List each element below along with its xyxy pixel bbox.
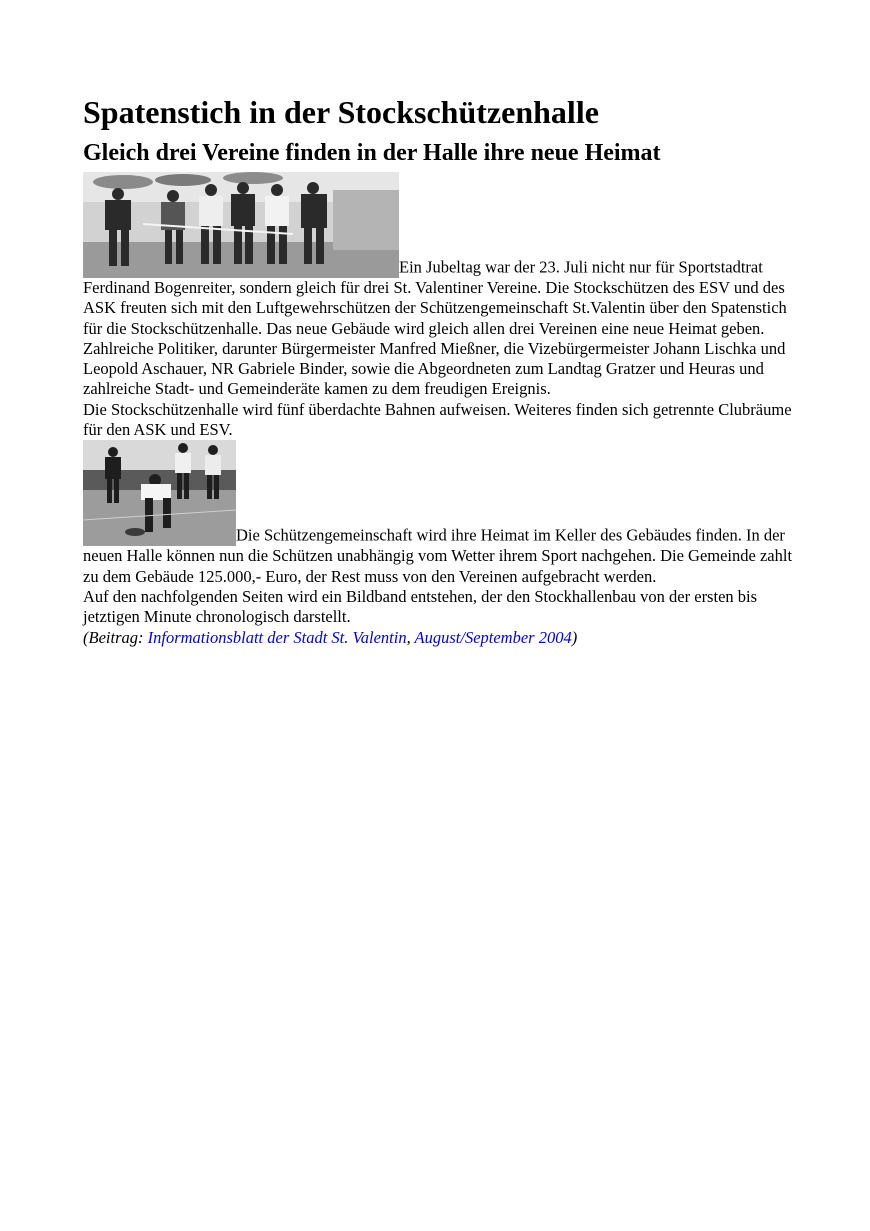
paragraph-3: Die Stockschützenhalle wird fünf überdachte Bahnen aufweisen. Weiteres finden sich getrennte Clubräume für den ASK und ESV.: [83, 399, 792, 440]
citation-source-link[interactable]: Informationsblatt der Stadt St. Valentin: [147, 627, 407, 647]
citation-date-link[interactable]: August/September 2004: [414, 627, 572, 647]
citation-open: (Beitrag:: [83, 627, 148, 647]
stock-sport-photo: [83, 440, 236, 546]
article-subtitle: Gleich drei Vereine finden in der Halle ihre neue Heimat: [83, 140, 661, 166]
paragraph-5: Auf den nachfolgenden Seiten wird ein Bildband entstehen, der den Stockhallenbau von der ersten bis jetztigen Minute chronologisch darstellt.: [83, 586, 758, 627]
article-title: Spatenstich in der Stockschützenhalle: [83, 94, 599, 130]
article-body: [83, 172, 793, 648]
citation-separator: ,: [406, 627, 415, 647]
citation: [83, 628, 793, 648]
paragraph-1: [83, 172, 793, 339]
paragraph-1-text: Ein Jubeltag war der 23. Juli nicht nur für Sportstadtrat Ferdinand Bogenreiter, sondern gleich für drei St. Valentiner Vereine. Die Stockschützen des ESV und des ASK freuten sich mit den Luftgewehrschützen der Schützengemeinschaft St.Valentin über den Spatenstich für die Stockschützenhalle. Das neue Gebäude wird gleich allen drei Vereinen eine neue Heimat geben.: [83, 257, 787, 338]
citation-close: ): [571, 627, 578, 647]
paragraph-4: [83, 440, 793, 587]
article: [83, 88, 793, 648]
groundbreaking-photo: [83, 172, 399, 278]
paragraph-4-text: Die Schützengemeinschaft wird ihre Heimat im Keller des Gebäudes finden. In der neuen Halle können nun die Schützen unabhängig vom Wetter ihrem Sport nachgehen. Die Gemeinde zahlt zu dem Gebäude 125.000,- Euro, der Rest muss von den Vereinen aufgebracht werden.: [83, 526, 793, 586]
paragraph-2: Zahlreiche Politiker, darunter Bürgermeister Manfred Mießner, die Vizebürgermeister Johann Lischka und Leopold Aschauer, NR Gabriele Binder, sowie die Abgeordneten zum Landtag Gratzer und Heuras und zahlreiche Stadt- und Gemeinderäte kamen zu dem freudigen Ereignis.: [83, 338, 786, 399]
